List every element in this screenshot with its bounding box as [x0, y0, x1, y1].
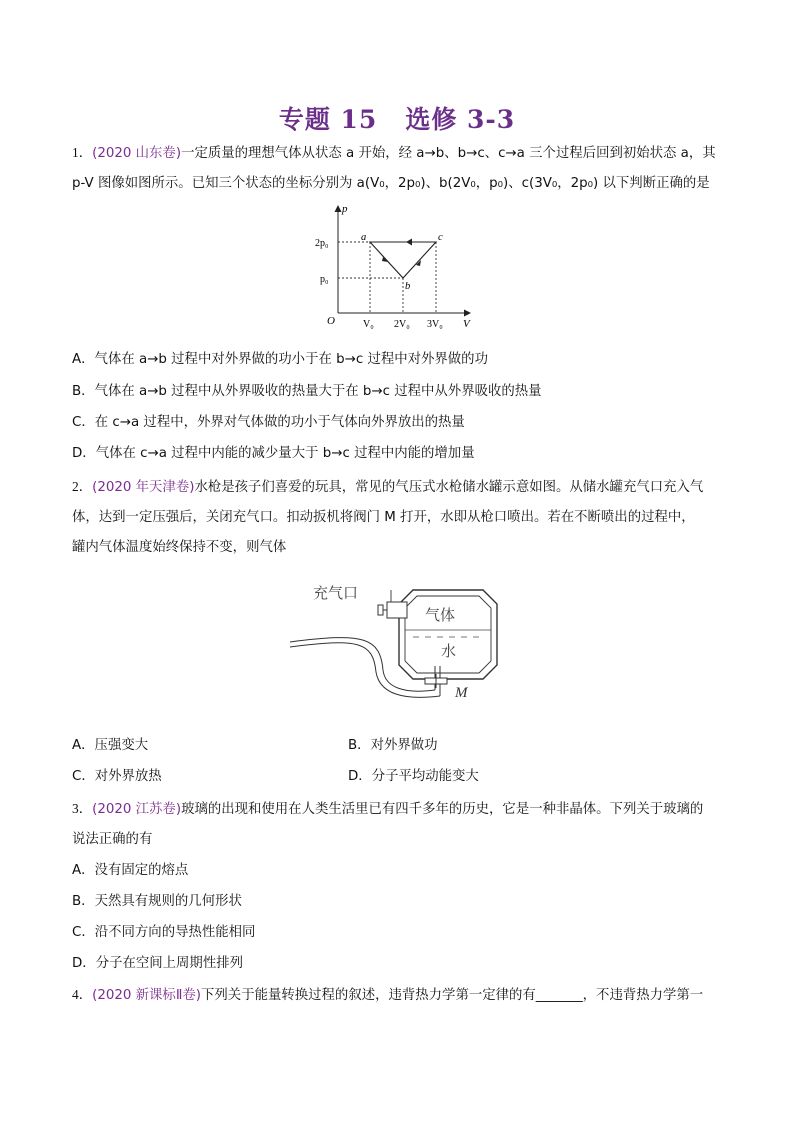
point-a: a: [361, 232, 367, 243]
q1-number: 1．: [72, 145, 93, 160]
q2-text-1: 水枪是孩子们喜爱的玩具，常见的气压式水枪储水罐示意如图。从储水罐充气口充入气: [194, 480, 704, 495]
tank-outer: [399, 590, 497, 679]
q3-option-c: C．沿不同方向的导热性能相同: [72, 925, 256, 940]
point-b: b: [405, 281, 411, 292]
q1-option-d: D．气体在 c→a 过程中内能的减少量大于 b→c 过程中内能的增加量: [72, 446, 475, 461]
axis-v-label: V: [463, 318, 470, 330]
q2-line1: [72, 478, 703, 497]
q1-text-1: 一定质量的理想气体从状态 a 开始，经 a→b、b→c、c→a 三个过程后回到初始状态 a，其: [181, 146, 716, 161]
q2-line2: 体，达到一定压强后，关闭充气口。扣动扳机将阀门 M 打开，水即从枪口喷出。若在不断喷出的过程中，: [72, 510, 695, 525]
q2-option-d: D．分子平均动能变大: [348, 769, 479, 784]
q3-line2: 说法正确的有: [72, 832, 153, 847]
page-title: [0, 100, 794, 136]
q3-option-a: A．没有固定的熔点: [72, 863, 189, 878]
point-c: c: [438, 232, 443, 243]
q3-line1: [72, 800, 703, 819]
water-gun-figure: [285, 570, 505, 720]
q1-line2: p-V 图像如图所示。已知三个状态的坐标分别为 a(V₀，2p₀)、b(2V₀，p₀)、c(3V₀，2p₀) 以下判断正确的是: [72, 176, 710, 191]
q4-line1: [72, 986, 703, 1005]
arrow-ca: [406, 239, 412, 246]
gas-label: 气体: [425, 608, 456, 624]
q1-option-b: B．气体在 a→b 过程中从外界吸收的热量大于在 b→c 过程中从外界吸收的热量: [72, 384, 542, 399]
q2-source: (2020 年天津卷): [92, 480, 195, 495]
q1-option-a: A．气体在 a→b 过程中对外界做的功小于在 b→c 过程中对外界做的功: [72, 352, 488, 367]
q3-option-d: D．分子在空间上周期性排列: [72, 956, 243, 971]
q4-source: (2020 新课标Ⅱ卷): [92, 988, 202, 1003]
valve-label: M: [455, 685, 468, 701]
q3-text-1: 玻璃的出现和使用在人类生活里已有四千多年的历史，它是一种非晶体。下列关于玻璃的: [181, 802, 704, 817]
title-sub: 选修 3-3: [405, 105, 516, 134]
title-main: 专题 15: [278, 105, 378, 134]
tick-p0: p₀: [320, 274, 329, 285]
q2-option-c: C．对外界放热: [72, 769, 162, 784]
q3-number: 3．: [72, 801, 93, 816]
q2-option-b: B．对外界做功: [348, 738, 438, 753]
q4-number: 4．: [72, 987, 93, 1002]
q1-option-c: C．在 c→a 过程中，外界对气体做的功小于气体向外界放出的热量: [72, 415, 465, 430]
q4-text-1: 下列关于能量转换过程的叙述，违背热力学第一定律的有_______，不违背热力学第一: [201, 988, 704, 1003]
origin-label: O: [327, 315, 335, 327]
tick-v0: V₀: [363, 319, 374, 330]
hose: [290, 638, 435, 692]
q1-line1: [72, 144, 716, 163]
water-label: 水: [441, 644, 457, 660]
tick-3v0: 3V₀: [427, 319, 443, 330]
cycle-path: [370, 242, 436, 278]
q2-number: 2．: [72, 479, 93, 494]
inlet-valve: [387, 602, 407, 618]
q3-source: (2020 江苏卷): [92, 802, 182, 817]
q2-option-a: A．压强变大: [72, 738, 149, 753]
inlet-label: 充气口: [313, 586, 359, 602]
q3-option-b: B．天然具有规则的几何形状: [72, 894, 242, 909]
tick-2p0: 2p₀: [315, 238, 329, 249]
q1-source: (2020 山东卷): [92, 146, 182, 161]
tick-2v0: 2V₀: [394, 319, 410, 330]
q2-line3: 罐内气体温度始终保持不变，则气体: [72, 540, 287, 555]
pv-graph: [310, 200, 480, 335]
axis-p-label: p: [342, 203, 348, 215]
